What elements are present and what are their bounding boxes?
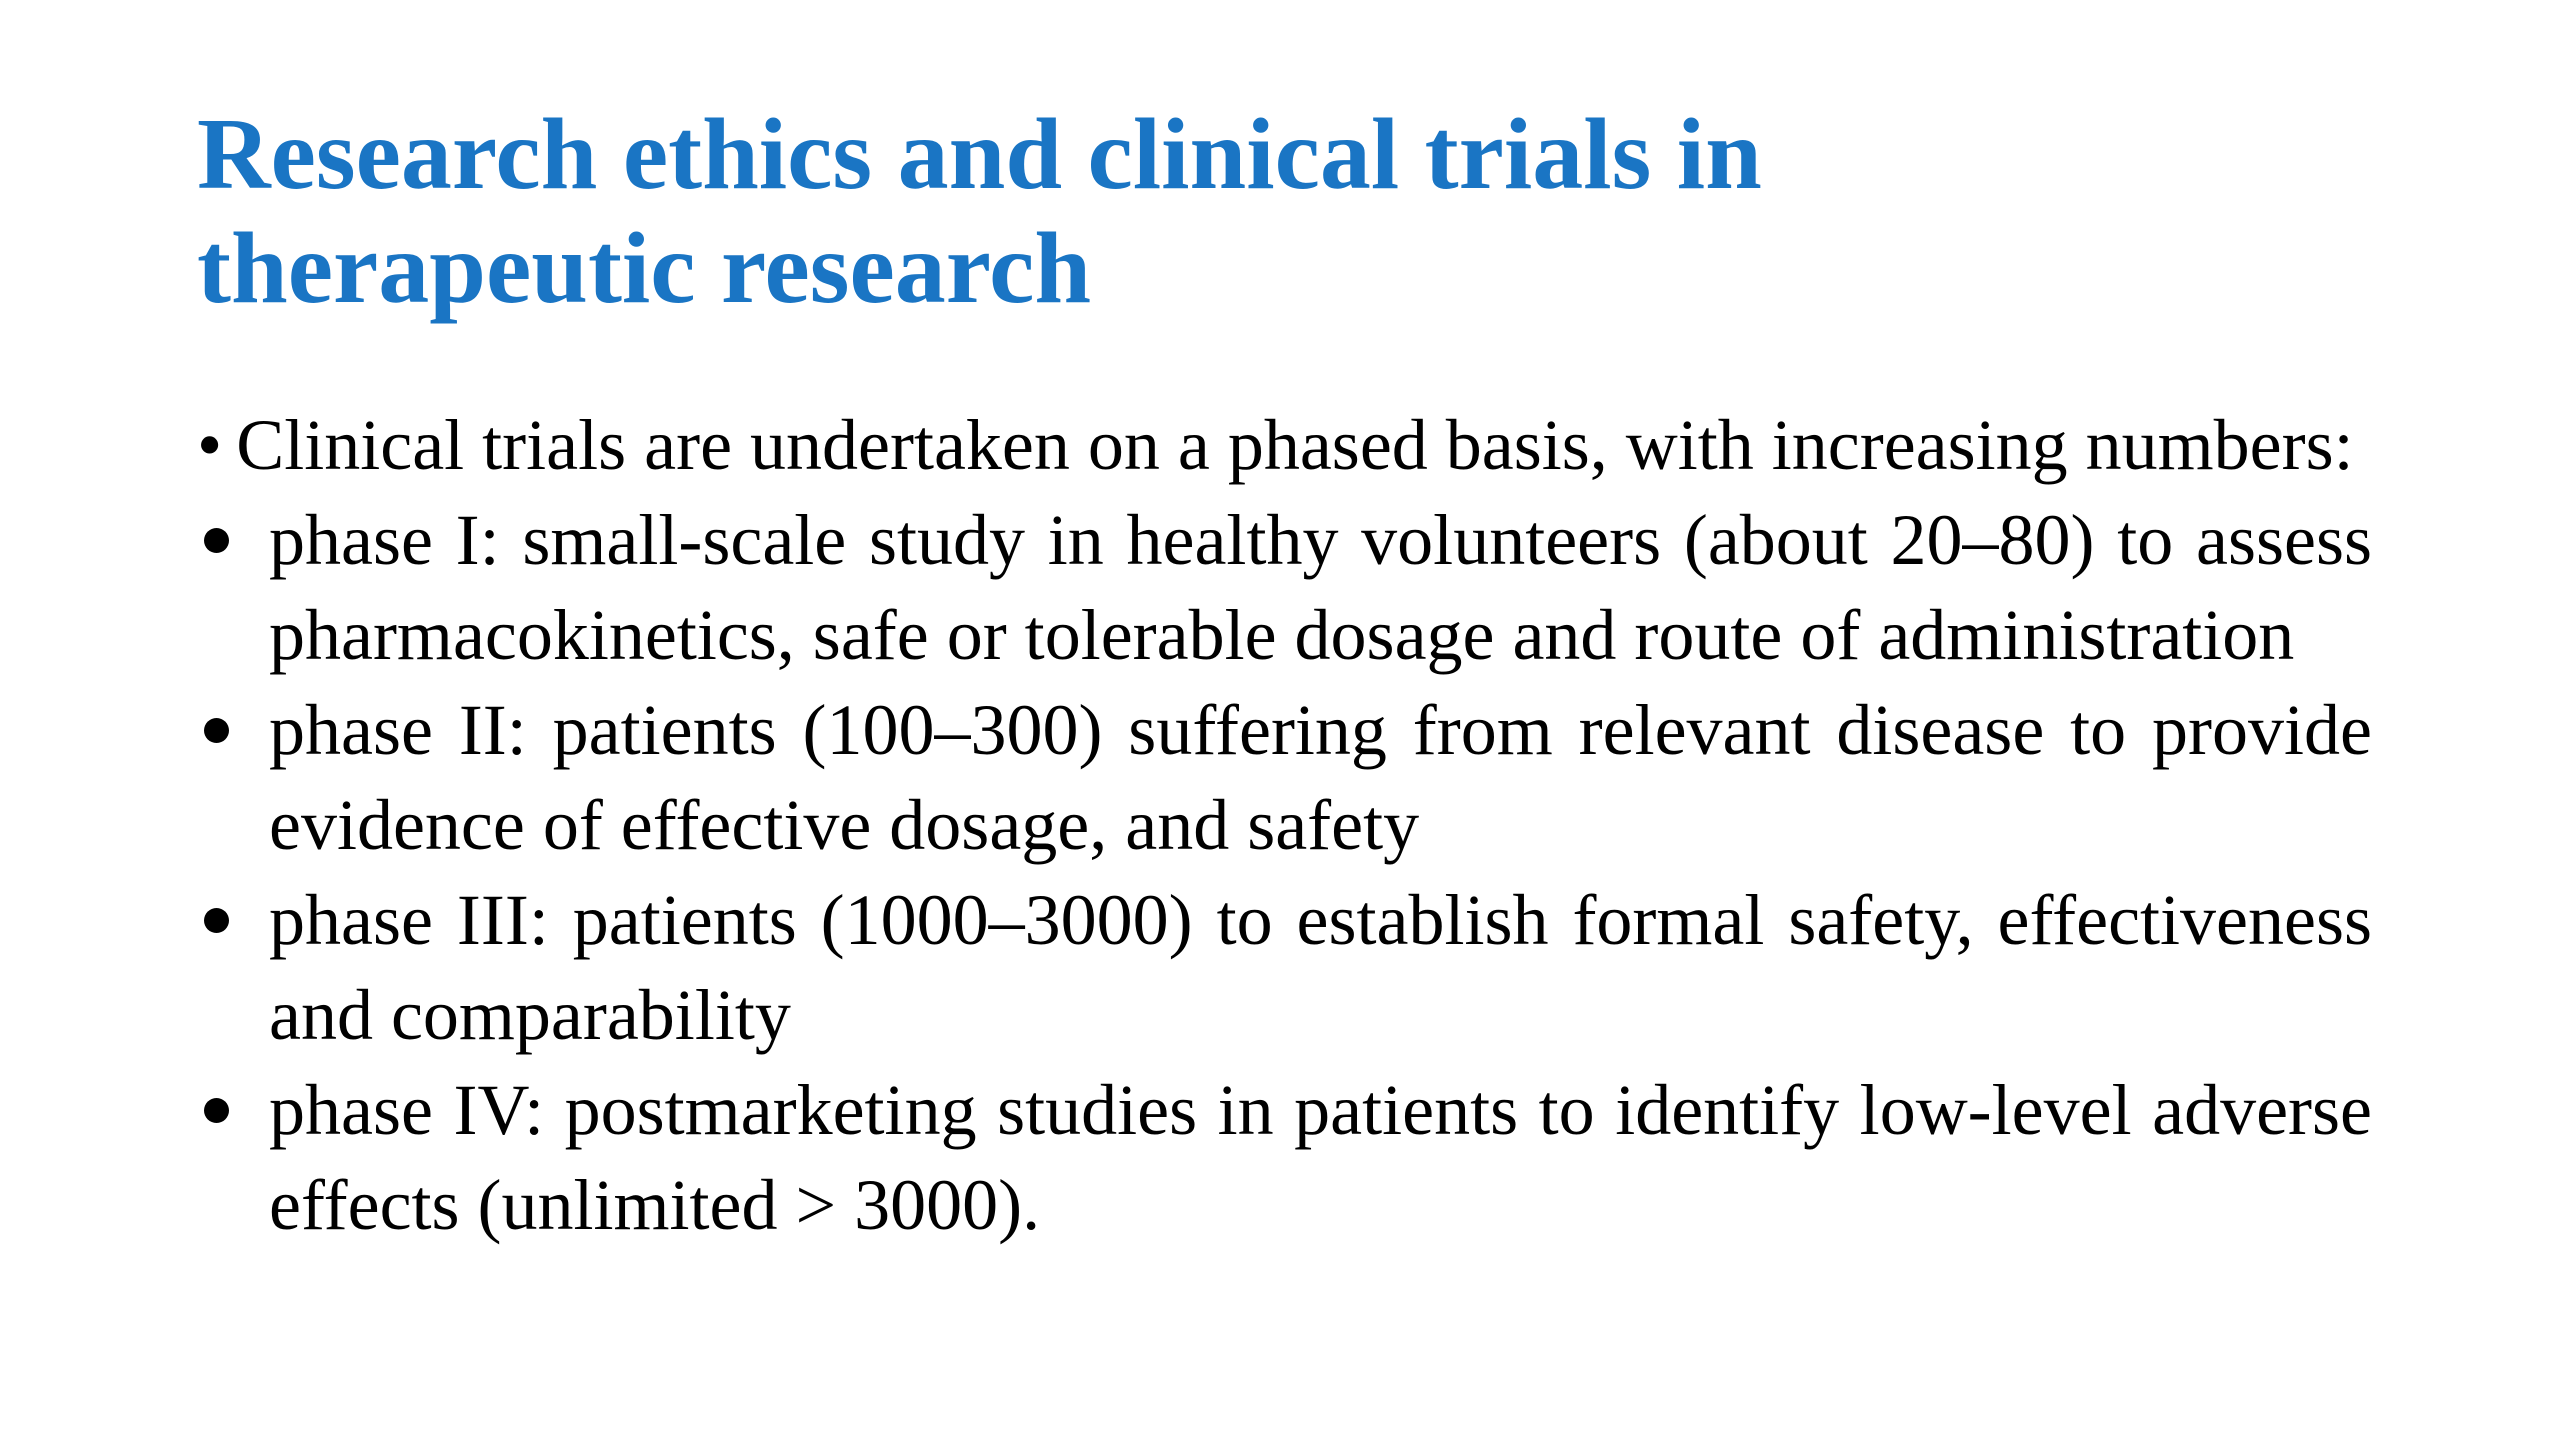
- phase-3-text: phase III: patients (1000–3000) to establish formal safety, effectiveness and comparability: [269, 880, 2372, 1055]
- phase-2-text: phase II: patients (100–300) suffering from relevant disease to provide evidence of effective dosage, and safety: [269, 690, 2372, 865]
- slide-title-line-1: Research ethics and clinical trials in: [197, 98, 1762, 211]
- phase-list: [197, 493, 2372, 1253]
- bullet-dot-icon: [204, 1098, 229, 1123]
- intro-text: Clinical trials are undertaken on a phased basis, with increasing numbers:: [236, 405, 2354, 485]
- bullet-dot-icon: [204, 718, 229, 743]
- slide-title: [197, 98, 2397, 326]
- phase-1-text: phase I: small-scale study in healthy volunteers (about 20–80) to assess pharmacokinetics, safe or tolerable dosage and route of administration: [269, 500, 2372, 675]
- phase-4-text: phase IV: postmarketing studies in patients to identify low-level adverse effects (unlimited > 3000).: [269, 1070, 2372, 1245]
- phase-list-item: [197, 873, 2372, 1063]
- phase-list-item: [197, 1063, 2372, 1253]
- bullet-dot-icon: [204, 908, 229, 933]
- intro-paragraph: [197, 398, 2372, 493]
- intro-bullet-icon: •: [197, 405, 223, 485]
- bullet-dot-icon: [204, 528, 229, 553]
- slide-title-line-2: therapeutic research: [197, 212, 1092, 325]
- phase-list-item: [197, 493, 2372, 683]
- slide-body: [197, 398, 2372, 1253]
- phase-list-item: [197, 683, 2372, 873]
